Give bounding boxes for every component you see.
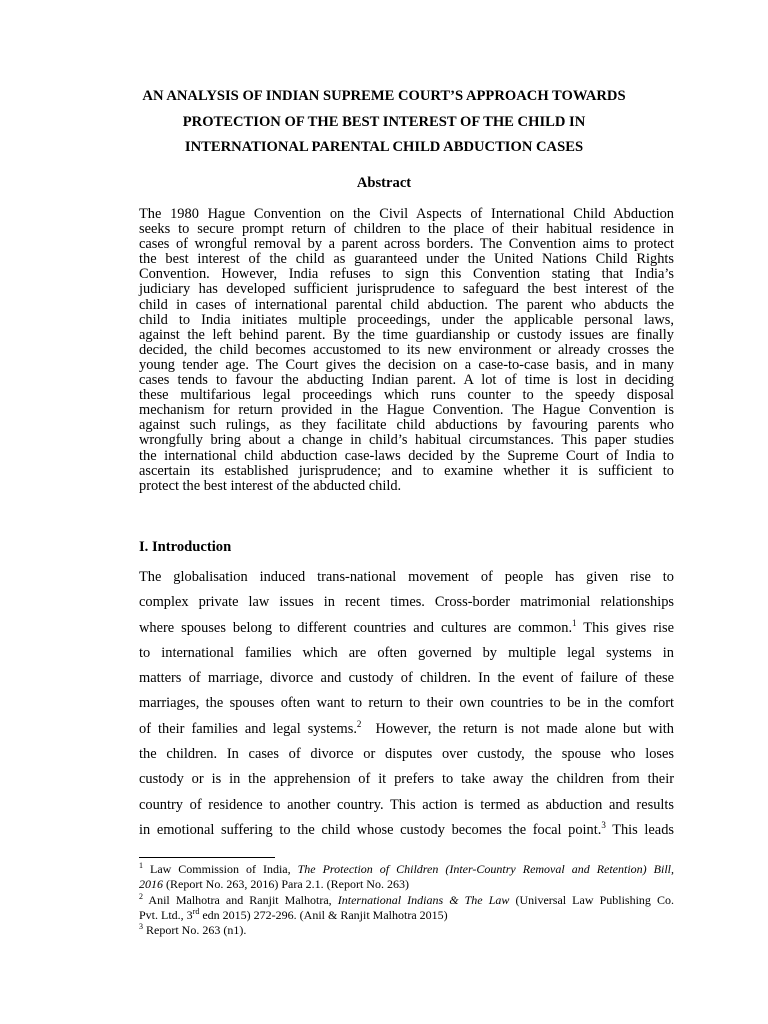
- abstract-line: cases tends to favour the abducting Indian parent. A lot of time is lost in deciding: [139, 372, 674, 389]
- title-line: INTERNATIONAL PARENTAL CHILD ABDUCTION CASES: [184, 139, 584, 155]
- abstract-line: decided, the child becomes accustomed to its new environment or already crosses the: [139, 341, 674, 358]
- intro-line: [139, 691, 674, 716]
- footnote-ref[interactable]: 3: [601, 819, 606, 830]
- abstract-line: wrongfully bring about a change in child’s habitual circumstances. This paper studies: [139, 432, 674, 449]
- footnote-ref[interactable]: 2: [356, 718, 362, 729]
- intro-line: [139, 767, 674, 792]
- footnote-text: Anil Malhotra and Ranjit Malhotra,: [143, 892, 338, 907]
- footnote-1-cont: [139, 877, 674, 892]
- abstract-line: young tender age. The Court gives the decision on a case-to-case basis, and in many: [139, 356, 674, 373]
- footnote-number: 2: [139, 891, 143, 901]
- intro-line: [139, 717, 674, 742]
- abstract-line: the best interest of the child as guaranteed under the United Nations Child Rights: [139, 251, 674, 268]
- abstract-line: The 1980 Hague Convention on the Civil Aspects of International Child Abduction: [139, 206, 674, 222]
- abstract-heading: Abstract: [356, 175, 412, 191]
- intro-text: marriages, the spouses often want to return to their own countries to be in the comfort: [139, 695, 674, 712]
- title-line: AN ANALYSIS OF INDIAN SUPREME COURT’S APPROACH TOWARDS: [142, 88, 626, 104]
- abstract-line: protect the best interest of the abducted child.: [139, 477, 402, 494]
- intro-text: matters of marriage, divorce and custody of children. In the event of failure of these: [139, 670, 674, 687]
- footnote-title: International Indians & The Law: [337, 892, 510, 907]
- abstract-line: ascertain its established jurisprudence; and to examine whether it is sufficient to: [139, 462, 674, 479]
- intro-text: to international families which are often governed by multiple legal systems in: [139, 644, 674, 661]
- footnote-text: Pvt. Ltd., 3: [139, 907, 193, 922]
- abstract-line: these multifarious legal proceedings which runs counter to the speedy disposal: [139, 387, 674, 404]
- intro-text: the children. In cases of divorce or disputes over custody, the spouse who loses: [139, 746, 674, 763]
- paper-title: [100, 84, 668, 161]
- title-line: PROTECTION OF THE BEST INTEREST OF THE CHILD IN: [182, 113, 586, 130]
- intro-text: complex private law issues in recent times. Cross-border matrimonial relationships: [139, 594, 674, 611]
- intro-text: This leads: [605, 821, 674, 838]
- abstract-line: Convention. However, India refuses to sign this Convention stating that India’s: [139, 266, 674, 283]
- abstract-line: cases of wrongful removal by a parent across borders. The Convention aims to protect: [139, 236, 674, 253]
- intro-text: The globalisation induced trans-national movement of people has given rise to: [139, 569, 674, 585]
- intro-text: This gives rise: [576, 619, 674, 636]
- intro-line: [139, 565, 674, 590]
- footnote-title: 2016: [139, 877, 163, 892]
- footnote-text: Report No. 263 (n1).: [143, 923, 247, 938]
- footnotes: [139, 862, 674, 938]
- footnote-2: [139, 893, 674, 908]
- abstract-line: the international child abduction case-laws decided by the Supreme Court of India to: [139, 447, 674, 464]
- footnote-ref[interactable]: 1: [572, 617, 577, 628]
- intro-text: However, the return is not made alone but with: [361, 720, 674, 737]
- intro-text: in emotional suffering to the child whose custody becomes the focal point.: [139, 821, 602, 838]
- footnote-text: (Universal Law Publishing Co.: [509, 892, 675, 907]
- abstract-line: seeks to secure prompt return of children to the place of their habitual residence in: [139, 221, 674, 238]
- intro-line: [139, 590, 674, 615]
- footnote-text: (Report No. 263, 2016) Para 2.1. (Report No. 263): [163, 877, 409, 892]
- abstract-line: judiciary has developed sufficient jurisprudence to safeguard the best interest of the: [139, 281, 674, 298]
- section-heading: I. Introduction: [139, 539, 232, 555]
- footnote-2-cont: [139, 908, 674, 923]
- intro-text: where spouses belong to different countries and cultures are common.: [139, 619, 573, 636]
- intro-text: custody or is in the apprehension of it prefers to take away the children from their: [139, 771, 674, 788]
- footnote-1: [139, 862, 674, 877]
- intro-line: [139, 742, 674, 767]
- footnote-text: Law Commission of India,: [143, 862, 298, 876]
- intro-line: [139, 793, 674, 818]
- abstract-line: mechanism for return provided in the Hague Convention. The Hague Convention is: [139, 402, 674, 419]
- footnote-number: 3: [139, 922, 143, 932]
- intro-line: [139, 641, 674, 666]
- abstract-line: child to India initiates multiple proceedings, under the applicable personal laws,: [139, 311, 674, 328]
- intro-line: [139, 666, 674, 691]
- footnote-divider: [139, 857, 275, 858]
- abstract-line: against the left behind parent. By the time guardianship or custody issues are finally: [139, 326, 674, 343]
- abstract-line: against such rulings, as they facilitate child abductions by favouring parents who: [139, 417, 674, 434]
- abstract-line: child in cases of international parental child abduction. The parent who abducts the: [139, 296, 674, 313]
- intro-line: [139, 818, 674, 843]
- footnote-text: edn 2015) 272-296. (Anil & Ranjit Malhotra 2015): [199, 907, 448, 922]
- intro-text: of their families and legal systems.: [139, 720, 357, 737]
- abstract-body: [139, 207, 674, 494]
- footnote-title: The Protection of Children (Inter-Country Removal and Retention) Bill,: [297, 862, 674, 876]
- footnote-3: [139, 923, 674, 938]
- edition-ordinal: rd: [192, 906, 200, 916]
- intro-text: country of residence to another country. This action is termed as abduction and results: [139, 796, 674, 813]
- footnote-number: 1: [139, 861, 143, 870]
- intro-line: [139, 616, 674, 641]
- intro-body: [139, 565, 674, 843]
